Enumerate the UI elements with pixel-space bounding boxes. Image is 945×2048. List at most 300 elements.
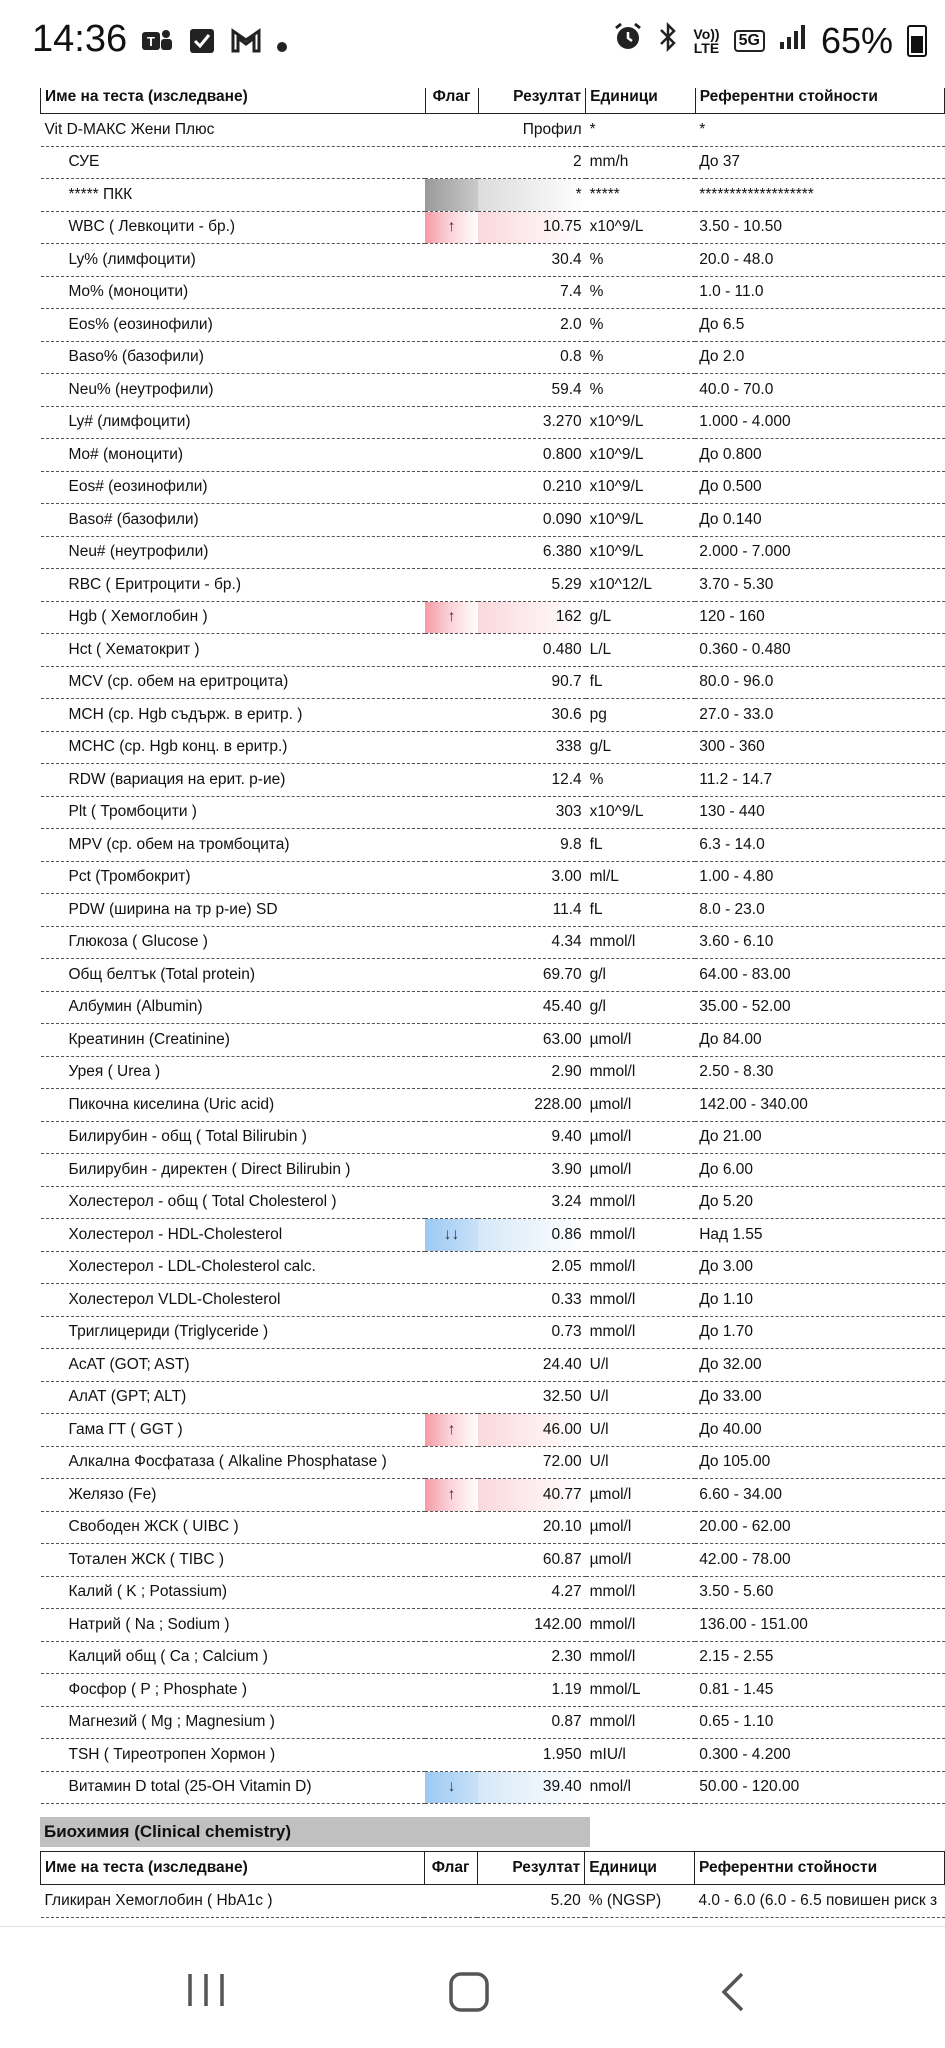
table-row [41,114,945,147]
units-cell: µmol/l [586,1544,696,1577]
flag-cell [425,309,478,342]
reference-range: До 3.00 [695,1251,944,1284]
units-cell: g/L [586,601,696,634]
units-cell: U/l [586,1349,696,1382]
table-row [41,211,945,244]
table-row [41,439,945,472]
test-name: WBC ( Левкоцити - бр.) [41,211,426,244]
result-value: 0.210 [478,471,586,504]
result-value: 2 [478,146,586,179]
reference-range: До 1.70 [695,1316,944,1349]
flag-cell [425,796,478,829]
result-value: 4.34 [478,926,586,959]
home-button[interactable] [447,1970,491,2021]
test-name: MPV (ср. обем на тромбоцита) [41,829,426,862]
result-value: 228.00 [478,1089,586,1122]
reference-range: 40.0 - 70.0 [695,374,944,407]
reference-range: 35.00 - 52.00 [695,991,944,1024]
units-cell: * [586,114,696,147]
test-name: Билирубин - общ ( Total Bilirubin ) [41,1121,426,1154]
status-right [613,20,927,62]
flag-cell [425,894,478,927]
result-value: 5.29 [478,569,586,602]
volte-label: Vo)) [693,26,720,42]
test-name: Pct (Тромбокрит) [41,861,426,894]
header-flag: Флаг [425,81,478,114]
units-cell: ***** [586,179,696,212]
flag-cell [425,861,478,894]
flag-cell: ↓↓ [425,1219,478,1252]
units-cell: U/l [586,1414,696,1447]
units-cell: mIU/l [586,1739,696,1772]
result-value: 60.87 [478,1544,586,1577]
recents-button[interactable] [186,1970,226,2017]
result-value: 39.40 [478,1771,586,1804]
test-name: Ly% (лимфоцити) [41,244,426,277]
reference-range: 4.0 - 6.0 (6.0 - 6.5 повишен риск з [695,1885,945,1918]
flag-cell [425,666,478,699]
table-row [41,244,945,277]
units-cell: mmol/l [586,1609,696,1642]
units-cell: % [586,374,696,407]
table-row [41,471,945,504]
reference-range: 80.0 - 96.0 [695,666,944,699]
home-icon [447,1970,491,2014]
result-value: 4.27 [478,1576,586,1609]
network-5g: 5G [734,30,765,52]
test-name: Пикочна киселина (Uric acid) [41,1089,426,1122]
lte-label: LTE [693,40,720,56]
flag-cell [425,374,478,407]
table-row [41,341,945,374]
reference-range: До 32.00 [695,1349,944,1382]
header-units: Единици [585,1852,695,1885]
divider [0,1926,945,1927]
flag-cell: ↑ [425,211,478,244]
flag-cell [425,1284,478,1317]
flag-cell [425,536,478,569]
table-row [41,1706,945,1739]
reference-range: До 0.800 [695,439,944,472]
table-row [41,699,945,732]
reference-range: 2.50 - 8.30 [695,1056,944,1089]
units-cell: U/l [586,1381,696,1414]
units-cell: U/l [586,1446,696,1479]
result-value: 2.30 [478,1641,586,1674]
test-name: Гликиран Хемоглобин ( HbA1c ) [41,1885,425,1918]
test-name: Eos% (еозинофили) [41,309,426,342]
test-name: MCV (ср. обем на еритроцита) [41,666,426,699]
reference-range: 11.2 - 14.7 [695,764,944,797]
notification-icons [140,26,288,62]
result-value: 12.4 [478,764,586,797]
result-value: 0.86 [478,1219,586,1252]
reference-range: 0.300 - 4.200 [695,1739,944,1772]
table-row [41,1121,945,1154]
checkbox-icon [188,27,216,61]
flag-cell [425,1739,478,1772]
units-cell: x10^9/L [586,471,696,504]
units-cell: fL [586,666,696,699]
flag-cell [425,1381,478,1414]
result-value: 63.00 [478,1024,586,1057]
table-row [41,1349,945,1382]
flag-cell [424,1885,477,1918]
flag-cell [425,829,478,862]
reference-range: 2.15 - 2.55 [695,1641,944,1674]
battery-percent: 65% [820,20,893,61]
flag-cell [425,146,478,179]
result-value: 2.0 [478,309,586,342]
test-name: Глюкоза ( Glucose ) [41,926,426,959]
back-icon [718,1970,748,2014]
test-name: Албумин (Albumin) [41,991,426,1024]
reference-range: 3.60 - 6.10 [695,926,944,959]
test-name: Eos# (еозинофили) [41,471,426,504]
result-value: 0.090 [478,504,586,537]
table-row [41,829,945,862]
section-title-clinical-chemistry: Биохимия (Clinical chemistry) [40,1817,590,1847]
flag-cell [425,1446,478,1479]
table-row [41,926,945,959]
table-row [41,276,945,309]
result-value: 40.77 [478,1479,586,1512]
table-row [41,1251,945,1284]
reference-range: 3.50 - 5.60 [695,1576,944,1609]
reference-range: 120 - 160 [695,601,944,634]
test-name: ***** ПКК [41,179,426,212]
header-flag: Флаг [424,1852,477,1885]
flag-cell [425,471,478,504]
units-cell: µmol/l [586,1154,696,1187]
header-result: Резултат [477,1852,585,1885]
reference-range: 0.65 - 1.10 [695,1706,944,1739]
result-value: 6.380 [478,536,586,569]
table-row [41,1674,945,1707]
reference-range: 6.3 - 14.0 [695,829,944,862]
table-row [41,1024,945,1057]
header-name: Име на теста (изследване) [41,81,426,114]
flag-cell [425,1576,478,1609]
result-value: 46.00 [478,1414,586,1447]
reference-range: * [695,114,944,147]
test-name: PDW (ширина на тр р-ие) SD [41,894,426,927]
units-cell: % [586,341,696,374]
result-value: 7.4 [478,276,586,309]
back-button[interactable] [718,1970,748,2021]
test-name: Neu# (неутрофили) [41,536,426,569]
table-row [41,764,945,797]
flag-cell [425,1641,478,1674]
test-name: Триглицериди (Triglyceride ) [41,1316,426,1349]
result-value: 11.4 [478,894,586,927]
flag-cell [425,244,478,277]
units-cell: g/l [586,991,696,1024]
dot-icon [276,29,288,59]
table-row [41,1641,945,1674]
header-units: Единици [586,81,696,114]
test-name: TSH ( Тиреотропен Хормон ) [41,1739,426,1772]
units-cell: x10^12/L [586,569,696,602]
result-value: 142.00 [478,1609,586,1642]
result-value: 20.10 [478,1511,586,1544]
table-row [41,861,945,894]
table-row [41,504,945,537]
result-value: 338 [478,731,586,764]
table-row [41,1284,945,1317]
test-name: MCHC (ср. Hgb конц. в еритр.) [41,731,426,764]
reference-range: До 40.00 [695,1414,944,1447]
result-value: 162 [478,601,586,634]
flag-cell [425,114,478,147]
result-value: 32.50 [478,1381,586,1414]
result-value: 24.40 [478,1349,586,1382]
test-name: Билирубин - директен ( Direct Bilirubin ) [41,1154,426,1187]
test-name: Магнезий ( Mg ; Magnesium ) [41,1706,426,1739]
test-name: Урея ( Urea ) [41,1056,426,1089]
flag-cell [425,1316,478,1349]
units-cell: % [586,764,696,797]
result-value: 3.90 [478,1154,586,1187]
reference-range: До 2.0 [695,341,944,374]
reference-range: До 33.00 [695,1381,944,1414]
units-cell: x10^9/L [586,536,696,569]
reference-range: Над 1.55 [695,1219,944,1252]
result-value: 5.20 [477,1885,585,1918]
units-cell: % [586,309,696,342]
table-row [41,1544,945,1577]
reference-range: 142.00 - 340.00 [695,1089,944,1122]
table-row [41,1479,945,1512]
teams-icon [140,26,174,62]
units-cell: mmol/l [586,926,696,959]
flag-cell [425,991,478,1024]
test-name: Калий ( K ; Potassium) [41,1576,426,1609]
header-reference: Референтни стойности [695,1852,945,1885]
table-row [41,959,945,992]
table-row [41,1316,945,1349]
test-name: Витамин D total (25-OH Vitamin D) [41,1771,426,1804]
table-row [41,1186,945,1219]
test-name: Vit D-МАКС Жени Плюс [41,114,426,147]
test-name: Холестерол - LDL-Cholesterol calc. [41,1251,426,1284]
test-name: Hgb ( Хемоглобин ) [41,601,426,634]
table-row [41,374,945,407]
result-value: 69.70 [478,959,586,992]
result-value: 30.4 [478,244,586,277]
flag-cell [425,699,478,732]
units-cell: x10^9/L [586,439,696,472]
units-cell: mmol/l [586,1251,696,1284]
reference-range: 50.00 - 120.00 [695,1771,944,1804]
result-value: 0.73 [478,1316,586,1349]
test-name: RDW (вариация на ерит. р-ие) [41,764,426,797]
table-row [41,894,945,927]
units-cell: µmol/l [586,1024,696,1057]
units-cell: mmol/l [586,1219,696,1252]
reference-range: 1.00 - 4.80 [695,861,944,894]
test-name: СУЕ [41,146,426,179]
result-value: 2.05 [478,1251,586,1284]
flag-cell [425,1706,478,1739]
units-cell: fL [586,894,696,927]
reference-range: 300 - 360 [695,731,944,764]
result-value: 0.480 [478,634,586,667]
reference-range: 42.00 - 78.00 [695,1544,944,1577]
result-value: 90.7 [478,666,586,699]
table-row [41,1885,945,1918]
table-row [41,406,945,439]
units-cell: x10^9/L [586,406,696,439]
flag-cell [425,276,478,309]
reference-range: 27.0 - 33.0 [695,699,944,732]
flag-cell [425,1121,478,1154]
navigation-bar [0,1930,945,2048]
test-name: Plt ( Тромбоцити ) [41,796,426,829]
result-value: 0.8 [478,341,586,374]
reference-range: 0.81 - 1.45 [695,1674,944,1707]
result-value: 1.19 [478,1674,586,1707]
flag-cell [425,1154,478,1187]
result-value: 303 [478,796,586,829]
test-name: Ly# (лимфоцити) [41,406,426,439]
units-cell: g/l [586,959,696,992]
reference-range: До 0.500 [695,471,944,504]
units-cell: % [586,244,696,277]
status-bar [0,0,945,88]
units-cell: µmol/l [586,1511,696,1544]
test-name: Общ белтък (Total protein) [41,959,426,992]
flag-cell: ↑ [425,1479,478,1512]
flag-cell [425,1511,478,1544]
units-cell: x10^9/L [586,796,696,829]
status-time: 14:36 [32,18,128,60]
units-cell: L/L [586,634,696,667]
reference-range: 64.00 - 83.00 [695,959,944,992]
table-row [41,1414,945,1447]
units-cell: mmol/L [586,1674,696,1707]
units-cell: mmol/l [586,1284,696,1317]
test-name: Калций общ ( Ca ; Calcium ) [41,1641,426,1674]
test-name: Гама ГТ ( GGT ) [41,1414,426,1447]
reference-range: До 5.20 [695,1186,944,1219]
results-table-clinical-chemistry [40,1851,945,1918]
table-row [41,601,945,634]
result-value: 1.950 [478,1739,586,1772]
result-value: 72.00 [478,1446,586,1479]
table-row [41,731,945,764]
units-cell: mmol/l [586,1186,696,1219]
units-cell: mm/h [586,146,696,179]
svg-text:T: T [147,34,155,49]
reference-range: До 1.10 [695,1284,944,1317]
result-value: 3.270 [478,406,586,439]
flag-cell [425,569,478,602]
test-name: Hct ( Хематокрит ) [41,634,426,667]
table-row [41,1056,945,1089]
units-cell: pg [586,699,696,732]
reference-range: 20.00 - 62.00 [695,1511,944,1544]
reference-range: До 6.5 [695,309,944,342]
flag-cell [425,926,478,959]
units-cell: µmol/l [586,1089,696,1122]
test-name: Холестерол - HDL-Cholesterol [41,1219,426,1252]
test-name: Baso% (базофили) [41,341,426,374]
flag-cell [425,504,478,537]
table-row [41,309,945,342]
flag-cell [425,1674,478,1707]
table-header [41,1852,945,1885]
signal-icon [779,24,807,58]
flag-cell [425,1024,478,1057]
table-row [41,1609,945,1642]
flag-cell [425,406,478,439]
result-value: 9.8 [478,829,586,862]
table-row [41,1219,945,1252]
header-result: Резултат [478,81,586,114]
reference-range: ******************* [695,179,944,212]
reference-range: До 6.00 [695,1154,944,1187]
table-row [41,991,945,1024]
table-row [41,536,945,569]
reference-range: До 105.00 [695,1446,944,1479]
result-value: 30.6 [478,699,586,732]
test-name: Neu% (неутрофили) [41,374,426,407]
flag-cell [425,1609,478,1642]
flag-cell: ↑ [425,1414,478,1447]
units-cell: mmol/l [586,1056,696,1089]
result-value: 0.33 [478,1284,586,1317]
table-row [41,1089,945,1122]
flag-cell [425,731,478,764]
header-reference: Референтни стойности [695,81,944,114]
table-row [41,1576,945,1609]
units-cell: nmol/l [586,1771,696,1804]
test-name: Натрий ( Na ; Sodium ) [41,1609,426,1642]
table-row [41,1511,945,1544]
flag-cell [425,1056,478,1089]
table-row [41,634,945,667]
result-value: 3.24 [478,1186,586,1219]
test-name: Свободен ЖСК ( UIBC ) [41,1511,426,1544]
test-name: Фосфор ( P ; Phosphate ) [41,1674,426,1707]
header-name: Име на теста (изследване) [41,1852,425,1885]
reference-range: 8.0 - 23.0 [695,894,944,927]
flag-cell [425,959,478,992]
result-value: 0.800 [478,439,586,472]
flag-cell: ↑ [425,601,478,634]
result-value: 59.4 [478,374,586,407]
units-cell: mmol/l [586,1316,696,1349]
flag-cell [425,179,478,212]
result-value: 9.40 [478,1121,586,1154]
table-row [41,569,945,602]
flag-cell [425,1349,478,1382]
result-value: 3.00 [478,861,586,894]
volte-indicator [693,27,719,55]
recents-icon [186,1970,226,2010]
units-cell: mmol/l [586,1576,696,1609]
battery-icon [907,25,927,57]
table-row [41,1771,945,1804]
flag-cell [425,764,478,797]
test-name: АсАТ (GOT; AST) [41,1349,426,1382]
result-value: * [478,179,586,212]
table-row [41,1154,945,1187]
table-row [41,796,945,829]
table-row [41,1381,945,1414]
test-name: АлАТ (GPT; ALT) [41,1381,426,1414]
